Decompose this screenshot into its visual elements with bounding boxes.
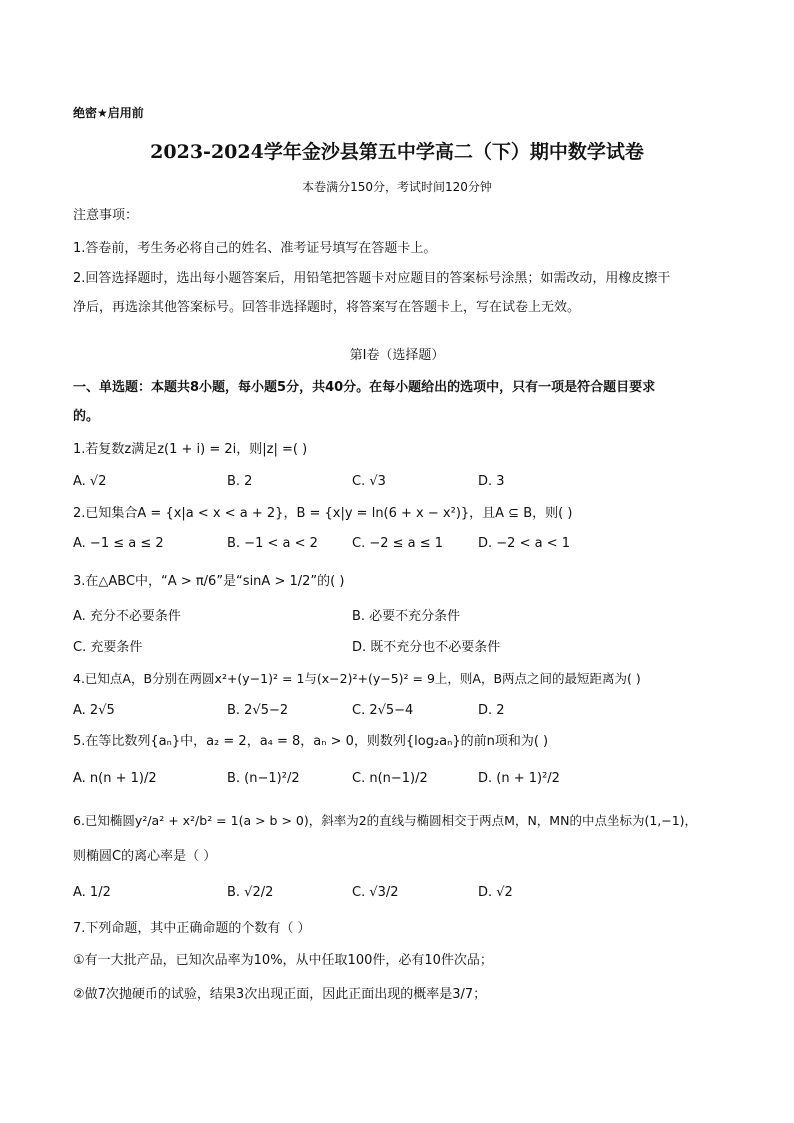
question-5-option-c: C. n(n−1)/2 bbox=[352, 771, 428, 786]
question-6-stem-line-2: 则椭圆C的离心率是（ ） bbox=[73, 849, 217, 864]
exam-title: 2023-2024学年金沙县第五中学高二（下）期中数学试卷 bbox=[150, 141, 644, 163]
question-4-option-c: C. 2√5−4 bbox=[352, 703, 414, 718]
note-item-2-line-2: 净后，再选涂其他答案标号。回答非选择题时，将答案写在答题卡上，写在试卷上无效。 bbox=[73, 300, 581, 315]
question-2-option-a: A. −1 ≤ a ≤ 2 bbox=[73, 536, 164, 551]
question-5-option-d: D. (n + 1)²/2 bbox=[478, 771, 560, 786]
question-7-stem: 7.下列命题，其中正确命题的个数有（ ） bbox=[73, 921, 311, 936]
question-3-option-b: B. 必要不充分条件 bbox=[352, 609, 461, 624]
note-item-1: 1.答卷前，考生务必将自己的姓名、准考证号填写在答题卡上。 bbox=[73, 241, 437, 256]
question-4-option-a: A. 2√5 bbox=[73, 703, 115, 718]
section-desc-line-2: 的。 bbox=[73, 409, 100, 424]
question-3-option-c: C. 充要条件 bbox=[73, 640, 143, 655]
exam-subtitle: 本卷满分150分，考试时间120分钟 bbox=[302, 180, 492, 194]
question-2-stem: 2.已知集合A = {x|a < x < a + 2}，B = {x|y = ln(6 + x − x²)}，且A ⊆ B，则( ) bbox=[73, 506, 573, 521]
section-desc-line-1: 一、单选题：本题共8小题，每小题5分，共40分。在每小题给出的选项中，只有一项是符合题目要求 bbox=[73, 380, 656, 395]
question-6-option-a: A. 1/2 bbox=[73, 885, 111, 900]
question-4-option-b: B. 2√5−2 bbox=[227, 703, 289, 718]
question-7-item-1: ①有一大批产品，已知次品率为10%，从中任取100件，必有10件次品； bbox=[73, 953, 493, 968]
question-3-option-d: D. 既不充分也不必要条件 bbox=[352, 640, 501, 655]
confidential-label: 绝密★启用前 bbox=[73, 106, 144, 120]
question-2-option-b: B. −1 < a < 2 bbox=[227, 536, 318, 551]
question-4-stem: 4.已知点A，B分别在两圆x²+(y−1)² = 1与(x−2)²+(y−5)² = 9上，则A，B两点之间的最短距离为( ) bbox=[73, 671, 641, 686]
question-1-option-c: C. √3 bbox=[352, 474, 386, 489]
question-2-option-d: D. −2 < a < 1 bbox=[478, 536, 570, 551]
question-6-stem-line-1: 6.已知椭圆y²/a² + x²/b² = 1(a > b > 0)，斜率为2的直线与椭圆相交于两点M，N，MN的中点坐标为(1,−1)， bbox=[73, 813, 698, 828]
question-3-option-a: A. 充分不必要条件 bbox=[73, 609, 181, 624]
question-5-option-b: B. (n−1)²/2 bbox=[227, 771, 300, 786]
question-3-stem: 3.在△ABC中，“A > π/6”是“sinA > 1/2”的( ) bbox=[73, 574, 345, 589]
question-1-option-d: D. 3 bbox=[478, 474, 505, 489]
question-5-stem: 5.在等比数列{aₙ}中，a₂ = 2，a₄ = 8，aₙ > 0，则数列{log₂aₙ}的前n项和为( ) bbox=[73, 734, 549, 749]
section-title: 第I卷（选择题） bbox=[349, 348, 445, 363]
question-1-stem: 1.若复数z满足z(1 + i) = 2i，则|z| =( ) bbox=[73, 442, 308, 457]
question-6-option-d: D. √2 bbox=[478, 885, 513, 900]
note-item-2-line-1: 2.回答选择题时，选出每小题答案后，用铅笔把答题卡对应题目的答案标号涂黑；如需改动，用橡皮擦干 bbox=[73, 271, 671, 286]
question-1-option-a: A. √2 bbox=[73, 474, 107, 489]
question-1-option-b: B. 2 bbox=[227, 474, 253, 489]
question-6-option-b: B. √2/2 bbox=[227, 885, 274, 900]
question-2-option-c: C. −2 ≤ a ≤ 1 bbox=[352, 536, 444, 551]
question-5-option-a: A. n(n + 1)/2 bbox=[73, 771, 157, 786]
notes-heading: 注意事项： bbox=[73, 208, 139, 223]
question-6-option-c: C. √3/2 bbox=[352, 885, 399, 900]
question-4-option-d: D. 2 bbox=[478, 703, 505, 718]
question-7-item-2: ②做7次抛硬币的试验，结果3次出现正面，因此正面出现的概率是3/7； bbox=[73, 987, 487, 1002]
